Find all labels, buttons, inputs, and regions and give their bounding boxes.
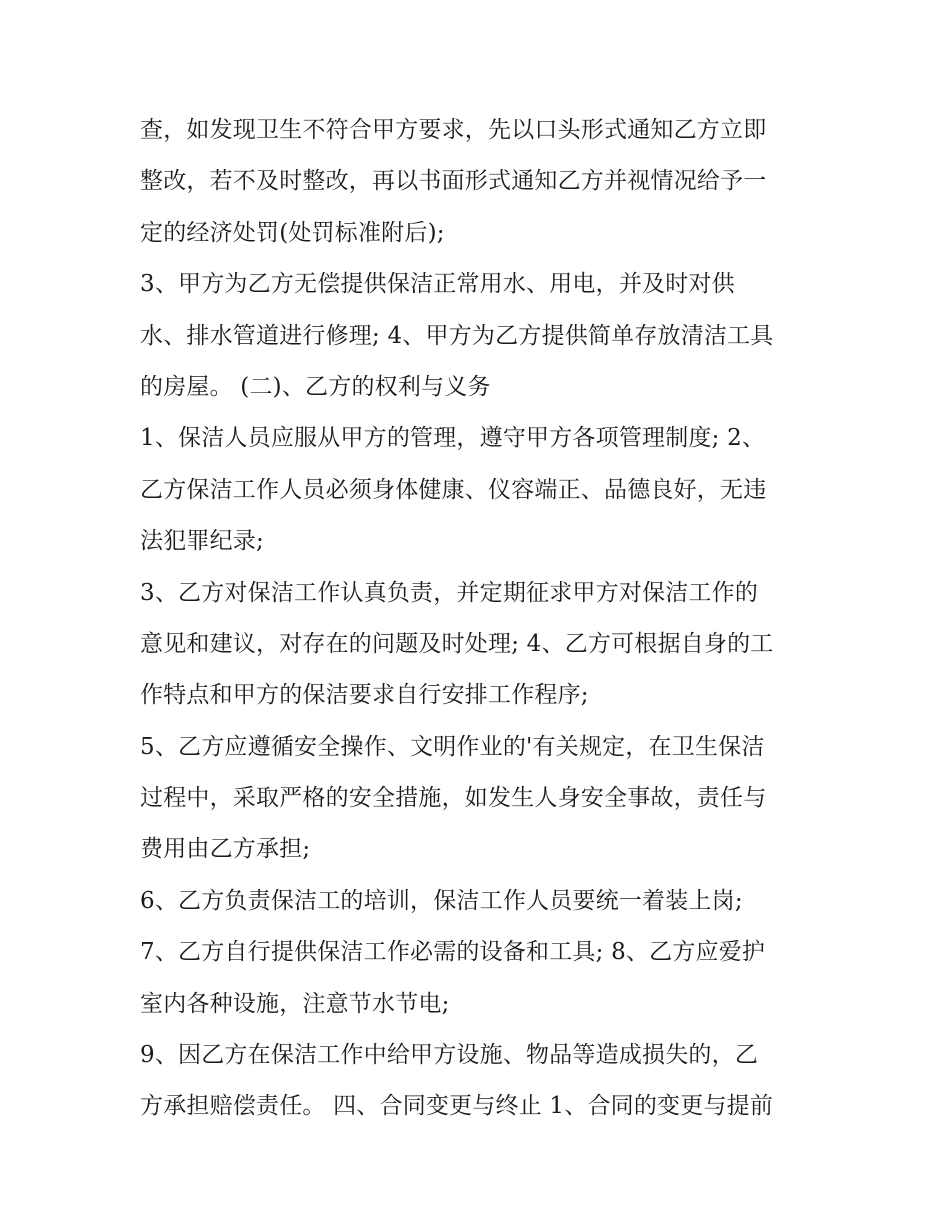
- text-line-19: 9、因乙方在保洁工作中给甲方设施、物品等造成损失的，乙: [140, 1042, 759, 1069]
- text-line-20: 方承担赔偿责任。 四、合同变更与终止 1、合同的变更与提前: [140, 1093, 774, 1120]
- text-line-13: 5、乙方应遵循安全操作、文明作业的'有关规定，在卫生保洁: [140, 733, 765, 760]
- text-line-14: 过程中，采取严格的安全措施，如发生人身安全事故，责任与: [140, 785, 767, 812]
- text-line-3: 定的经济处罚(处罚标准附后);: [140, 219, 445, 246]
- text-line-18: 室内各种设施，注意节水节电;: [140, 990, 450, 1017]
- text-line-17: 7、乙方自行提供保洁工作必需的设备和工具; 8、乙方应爱护: [140, 939, 766, 966]
- text-line-8: 乙方保洁工作人员必须身体健康、仪容端正、品德良好，无违: [140, 476, 767, 503]
- text-line-9: 法犯罪纪录;: [140, 528, 264, 555]
- document-body: [140, 105, 820, 1133]
- text-line-11: 意见和建议，对存在的问题及时处理; 4、乙方可根据自身的工: [140, 630, 774, 657]
- text-line-4: 3、甲方为乙方无偿提供保洁正常用水、用电，并及时对供: [140, 271, 735, 298]
- text-line-7: 1、保洁人员应服从甲方的管理，遵守甲方各项管理制度; 2、: [140, 425, 766, 452]
- text-line-2: 整改，若不及时整改，再以书面形式通知乙方并视情况给予一: [140, 168, 767, 195]
- text-line-6: 的房屋。 (二)、乙方的权利与义务: [140, 373, 491, 400]
- text-line-1: 查，如发现卫生不符合甲方要求，先以口头形式通知乙方立即: [140, 117, 767, 143]
- text-line-12: 作特点和甲方的保洁要求自行安排工作程序;: [140, 682, 589, 709]
- text-line-16: 6、乙方负责保洁工的培训，保洁工作人员要统一着装上岗;: [140, 887, 743, 914]
- text-line-5: 水、排水管道进行修理; 4、甲方为乙方提供简单存放清洁工具: [140, 322, 774, 349]
- text-line-10: 3、乙方对保洁工作认真负责，并定期征求甲方对保洁工作的: [140, 579, 759, 606]
- text-line-15: 费用由乙方承担;: [140, 836, 311, 863]
